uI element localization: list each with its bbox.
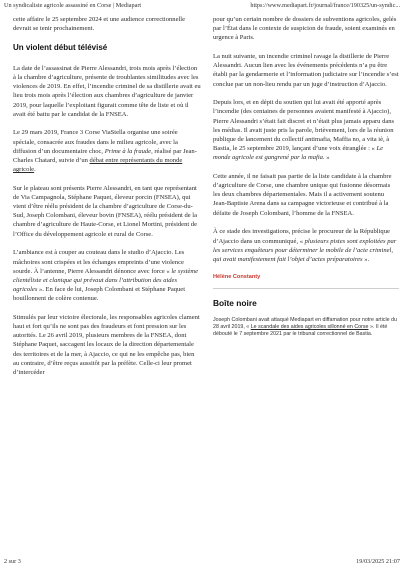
r3-quote: Le monde agricole est gangrené par la mafia. (213, 145, 384, 162)
paragraph-subsidy-files: pour qu’un certain nombre de dossiers de subventions agricoles, gelés par l’État dans le contexte de suspicion de fraude, soient examinés en urgence à Paris. (213, 16, 397, 42)
p2-text-b: , réalisé par Jean-Charles Chatard, suivie d’un (13, 147, 197, 164)
r5-text-a: À ce stade des investigations, précise le procureur de la République d’Ajaccio dans un communiqué, « (213, 228, 390, 245)
paragraph-electoral-victory: Stimulés par leur victoire électorale, les responsables agricoles clament haut et fort qu’ils ne sont pas des fraudeurs et font pression sur les autorités. Le 26 avril 2019, plusieurs membres de la FNSEA, dont Stéphane Paquet, saccagent les locaux de la direction départementale des territoires et de la mer, à Ajaccio, ce qui ne les empêche pas, bien au contraire, d’être reçus aussitôt par la préfète. Celle-ci leur promet d’intercéder (13, 313, 200, 376)
p2-text-c: . (34, 166, 36, 174)
article-link[interactable]: Le scandale des aides agricoles sillonné en Corse (250, 323, 369, 330)
section-title: Un violent début télévisé (13, 42, 108, 52)
box-text-a: Joseph Colombani avait attaqué Mediapart en diffamation pour notre article du 28 avril 2019, « (213, 316, 397, 330)
print-datetime: 19/03/2025 21:07 (356, 558, 400, 565)
black-box-text (213, 317, 399, 339)
p4-text-a: L’ambiance est à couper au couteau dans le studio d’Ajaccio. Les mâchoires sont crispées et les échanges empreints d’une violence sourde. À l’antenne, Pierre Alessandri dénonce avec force « (13, 249, 185, 275)
intro-paragraph: cette affaire le 25 septembre 2024 et une audience correctionnelle devrait se tenir prochainement. (13, 16, 186, 33)
debate-link[interactable]: débat entre représentants du monde agricole (13, 156, 183, 174)
paragraph-this-year: Cette année, il ne faisait pas partie de la liste candidate à la chambre d’agriculture de Corse, une chambre unique qui fusionne désormais les deux chambres départementales. Mais il a activement soutenu Jean-Baptiste Arena dans sa campagne victorieuse et contribué à la défaite de Joseph Colombani, l’homme de la FNSEA. (213, 172, 392, 217)
right-column (213, 15, 399, 338)
print-header-title: Un syndicaliste agricole assassiné en Corse | Mediapart (4, 2, 142, 9)
r3-text-a: Depuis lors, et en dépit du soutien qui lui avait été apporté après l’incendie (des centaines de personnes avaient manifesté à Ajaccio), Pierre Alessandri s’était fait discret et n’était plus jamais apparu dans les médias. Il avait juste pris la parole, brièvement, lors de la réunion publique de lancement du collectif antimafia, Maffia no, a vita iè, à Bastia, le 25 septembre 2019, lançant d’une voix étranglée : « (213, 99, 395, 153)
page-number: 2 sur 3 (4, 558, 21, 565)
p4-text-b: ». En face de lui, Joseph Colombani et Stéphane Paquet bouillonnent de colère contenue. (13, 285, 186, 303)
paragraph-assassination-date: La date de l’assassinat de Pierre Alessandri, trois mois après l’élection à la chambre d’agriculture, présente de troublantes similitudes avec les violences de 2019. En effet, l’incendie criminel de sa distillerie avait eu lieu trois mois après l’élection aux chambres d’agriculture de janvier 2019, pour laquelle l’exploitant figurait comme tête de liste et où il avait été battu par le candidat de la FNSEA. (13, 64, 201, 118)
p4-quote: le système clientéliste et clanique qui prévaut dans l’attribution des aides agricoles (13, 267, 199, 293)
author-byline[interactable]: Hélène Constanty (213, 273, 261, 280)
box-divider (213, 288, 399, 289)
paragraph-france3-evening (13, 128, 201, 174)
paragraph-set-participants: Sur le plateau sont présents Pierre Alessandri, en tant que représentant de Via Campagnola, Stéphane Paquet, éleveur porcin (FNSEA), qui vient d’être réélu président de la chambre d’agriculture de Corse-du-Sud, Joseph Colombani, éleveur bovin (FNSEA), réélu président de la chambre d’agriculture de Haute-Corse, et Lionel Mortini, président de l’Office du développement agricole et rural de Corse. (13, 184, 198, 238)
box-text-b: ». Il été débouté le 7 septembre 2021 par le tribunal correctionnel de Bastia. (213, 323, 388, 337)
documentary-title: Prime à la fraude (104, 147, 152, 155)
print-header-url: https://www.mediapart.fr/journal/france/190325/un-syndic... (250, 2, 400, 9)
r5-quote: plusieurs pistes sont exploitées par les services enquêteurs pour déterminer le mobile de l’acte criminel, qui avait manifestement fait l’objet d’actes préparatoires (213, 237, 397, 263)
paragraph-fire: La nuit suivante, un incendie criminel ravage la distillerie de Pierre Alessandri. Aucun lien avec les événements précédents n’a pu être établi par la gendarmerie et l’information judiciaire sur l’incendie s’est conclue par un non-lieu rendu par un juge d’instruction d’Ajaccio. (213, 53, 399, 88)
r5-text-b: ». (362, 255, 370, 263)
paragraph-prosecutor (213, 227, 399, 264)
print-footer (4, 558, 400, 568)
paragraph-studio-ambiance (13, 248, 201, 303)
print-header (4, 2, 400, 12)
paragraph-since-then (213, 98, 399, 162)
p2-text-a: Le 29 mars 2019, France 3 Corse ViaStella organise une soirée spéciale, consacrée aux fraudes dans le milieu agricole, avec la diffusion d’un documentaire choc, (13, 129, 178, 155)
r3-text-b: » (324, 154, 330, 162)
black-box-title: Boîte noire (213, 297, 257, 308)
left-column (13, 15, 201, 387)
